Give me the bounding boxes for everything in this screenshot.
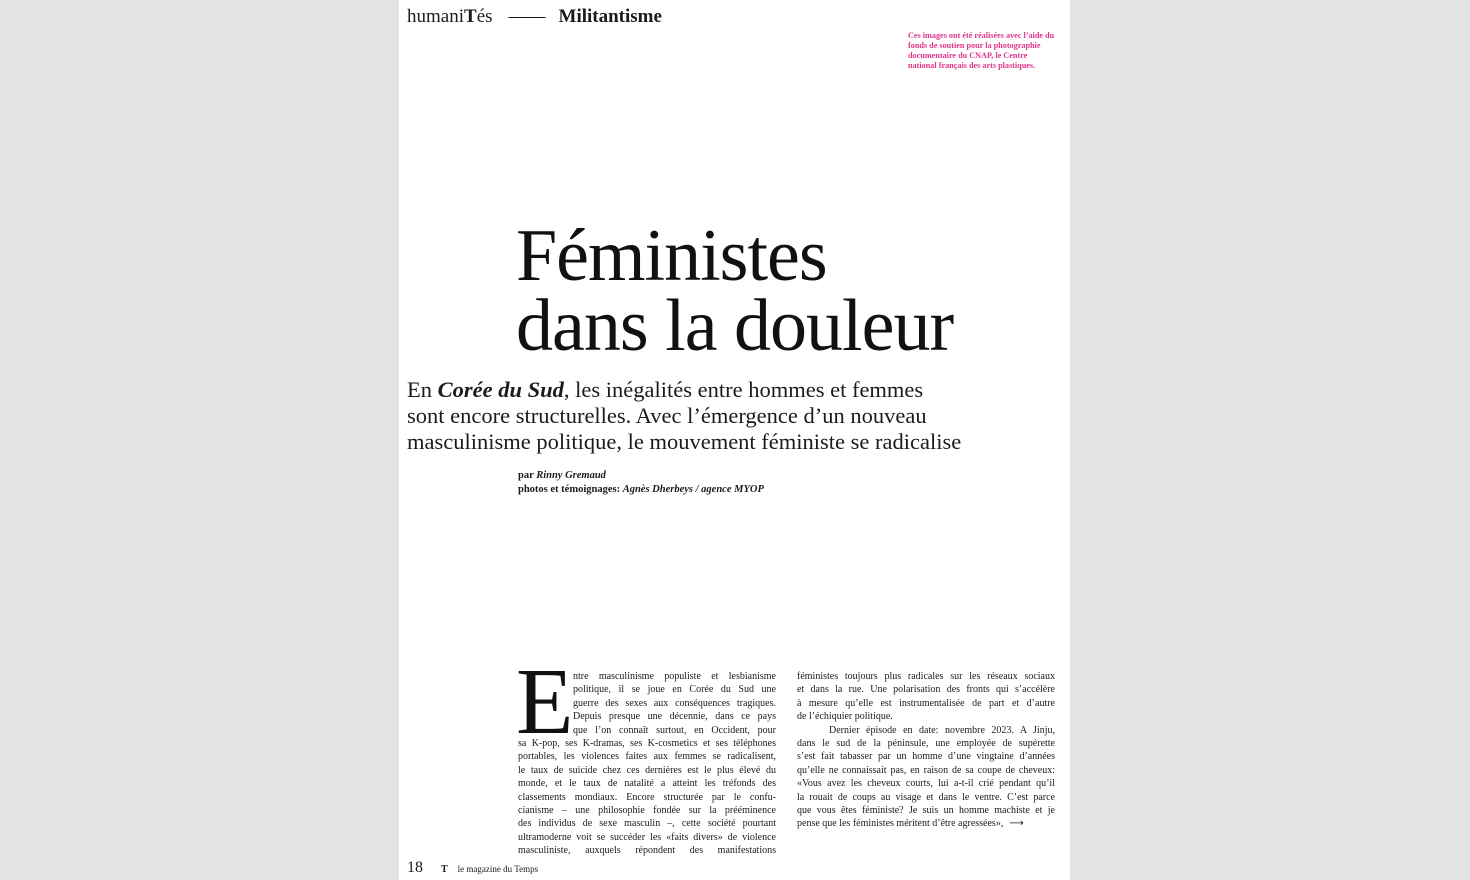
photos-label: photos et témoignages: (518, 484, 623, 495)
page-footer (407, 859, 538, 879)
body-line: guerre des sexes aux conséquences tragiques. (573, 697, 776, 709)
rubric-label: Militantisme (558, 6, 662, 27)
headline-line-1: Féministes (516, 215, 827, 297)
standfirst-line-1-rest: , les inégalités entre hommes et femmes (563, 377, 924, 402)
page-number: 18 (407, 859, 423, 876)
body-line: à mesure qu’elle est instrumentalisée de part et d’autre (797, 697, 1055, 709)
photo-credit-note: Ces images ont été réalisées avec l’aide du fonds de soutien pour la photographie documentaire du CNAP, le Centre national français des arts plastiques. (908, 31, 1055, 70)
standfirst-line-1 (407, 377, 1047, 403)
place-name: Corée du Sud (437, 377, 564, 402)
body-line: que vous êtes féministe? Je suis un homme machiste et je (797, 805, 1055, 817)
body-line: que l’on connaît surtout, en Occident, pour (573, 724, 776, 736)
standfirst-line-2: sont encore structurelles. Avec l’émergence d’un nouveau (407, 403, 927, 428)
standfirst (407, 377, 1047, 455)
drop-cap: E (516, 650, 574, 754)
magazine-logo: T (441, 864, 448, 875)
body-line: cianisme – une philosophie fondée sur la prééminence (518, 805, 776, 817)
photographer-name: Agnès Dherbeys / agence MYOP (622, 484, 764, 495)
body-line: la rouait de coups au visage et dans le ventre. C’est parce (797, 791, 1055, 803)
standfirst-prefix: En (407, 377, 438, 402)
body-line: masculiniste, auxquels répondent des manifestations (518, 845, 776, 857)
body-line: portables, les violences faites aux femmes se radicalisent, (518, 751, 776, 763)
body-column-2 (797, 670, 1055, 831)
section-name-suffix: és (476, 6, 493, 27)
magazine-page (399, 0, 1070, 880)
standfirst-line-3: masculinisme politique, le mouvement féministe se radicalise (407, 429, 962, 454)
headline-line-2: dans la douleur (516, 285, 954, 367)
body-line: Depuis presque une décennie, dans ce pays (573, 711, 776, 723)
section-name (407, 6, 493, 28)
section-name-prefix: humani (407, 6, 464, 27)
body-line: Dernier épisode en date: novembre 2023. A Jinju, (829, 724, 1055, 736)
photo-credit-line (518, 483, 764, 497)
body-line: monde, et le taux de natalité a atteint les tréfonds des (518, 778, 776, 790)
body-line: dans le sud de la péninsule, une employée de supérette (797, 738, 1055, 750)
body-line: des individus de sexe masculin –, cette société pourtant (518, 818, 776, 830)
body-line: et dans la rue. Une polarisation des fronts qui s’accélère (797, 684, 1055, 696)
body-line: le taux de suicide chez ces dernières est le plus élevé du (518, 764, 776, 776)
body-line: pense que les féministes méritent d’être agressées», ⟶ (797, 818, 1024, 830)
body-line: de l’échiquier politique. (797, 711, 893, 723)
body-line: politique, il se joue en Corée du Sud une (573, 684, 776, 696)
body-column-1 (518, 670, 776, 858)
author-name: Rinny Gremaud (536, 470, 606, 481)
body-line: ntre masculinisme populiste et lesbianisme (573, 671, 776, 682)
body-line: féministes toujours plus radicales sur les réseaux sociaux (797, 671, 1055, 682)
magazine-name: le magazine du Temps (457, 864, 539, 874)
body-line: classements mondiaux. Encore structurée par le confu- (518, 791, 776, 803)
author-label: par (518, 470, 537, 481)
continue-arrow-icon: ⟶ (1009, 818, 1024, 830)
body-line: qu’elle ne connaissait pas, en raison de sa coupe de cheveux: (797, 764, 1055, 776)
header-dash: —— (508, 6, 545, 27)
section-name-cap: T (464, 6, 477, 27)
body-line: s’est fait tabasser par un homme d’une vingtaine d’années (797, 751, 1055, 763)
body-line: ultramoderne voit se succéder les «faits divers» de violence (518, 831, 776, 843)
author-line (518, 469, 764, 483)
headline (516, 215, 1056, 367)
running-header (407, 6, 662, 32)
byline (518, 469, 764, 497)
body-line: «Vous avez les cheveux courts, lui a-t-il crié pendant qu’il (797, 778, 1055, 790)
body-line: sa K-pop, ses K-dramas, ses K-cosmetics et ses téléphones (518, 738, 776, 750)
